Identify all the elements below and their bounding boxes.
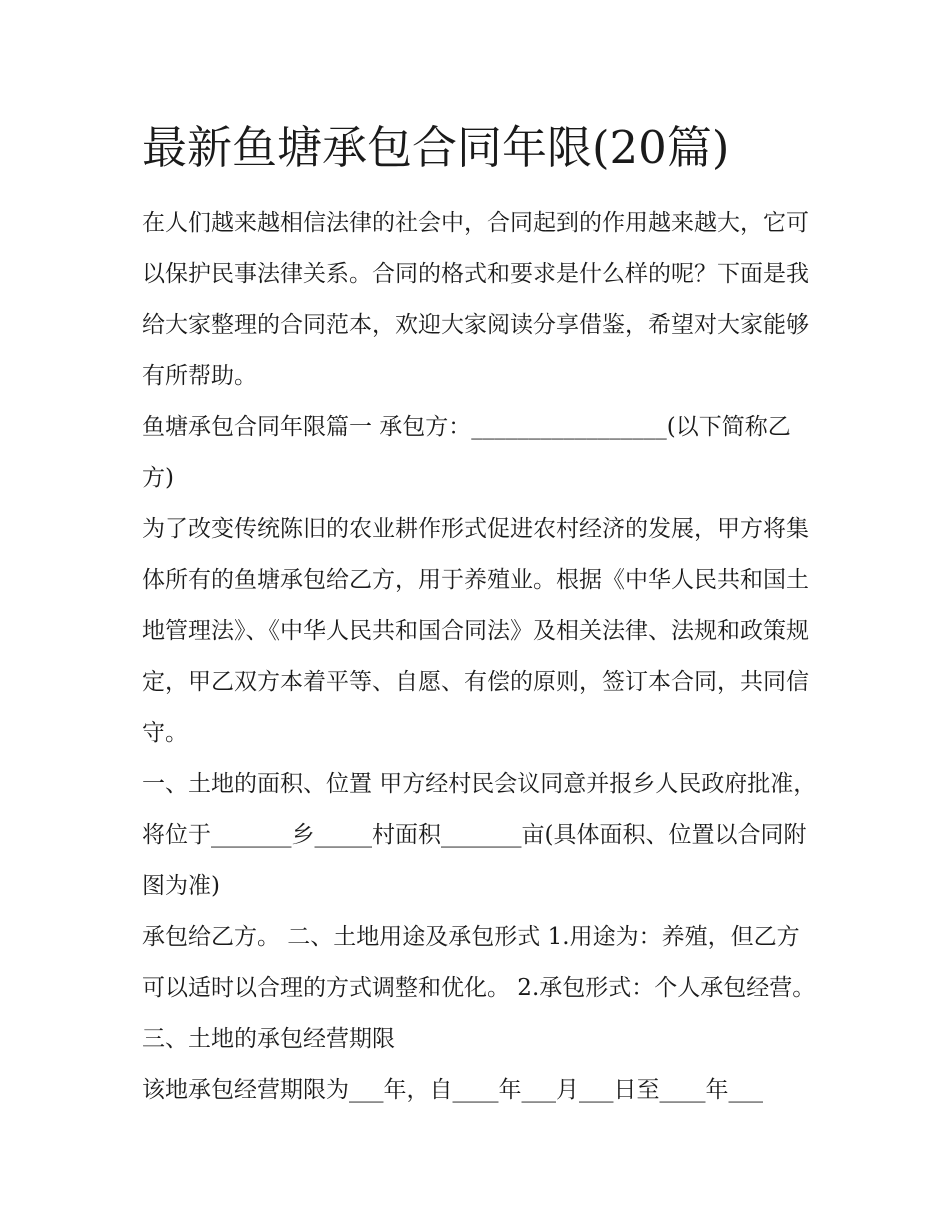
document-page: [142, 112, 822, 1116]
intro-paragraph: 在人们越来越相信法律的社会中，合同起到的作用越来越大，它可以保护民事法律关系。合同的格式和要求是什么样的呢？下面是我给大家整理的合同范本，欢迎大家阅读分享借鉴，希望对大家能够有所帮助。: [142, 210, 809, 389]
land-area-paragraph: 一、土地的面积、位置 甲方经村民会议同意并报乡人民政府批准，将位于_______乡_____村面积_______亩(具体面积、位置以合同附图为准): [142, 771, 817, 899]
land-use-paragraph: 承包给乙方。 二、土地用途及承包形式 1.用途为：养殖，但乙方可以适时以合理的方式调整和优化。 2.承包形式：个人承包经营。 三、土地的承包经营期限: [142, 924, 816, 1052]
term-paragraph: 该地承包经营期限为___年，自____年___月___日至____年___: [142, 1077, 763, 1103]
contract-party-paragraph: 鱼塘承包合同年限篇一 承包方：_________________(以下简称乙方): [142, 414, 791, 491]
purpose-paragraph: 为了改变传统陈旧的农业耕作形式促进农村经济的发展，甲方将集体所有的鱼塘承包给乙方，用于养殖业。根据《中华人民共和国土地管理法》、《中华人民共和国合同法》及相关法律、法规和政策规定，甲乙双方本着平等、自愿、有偿的原则，签订本合同，共同信守。: [142, 516, 809, 746]
document-title: 最新鱼塘承包合同年限(20篇): [142, 121, 730, 174]
